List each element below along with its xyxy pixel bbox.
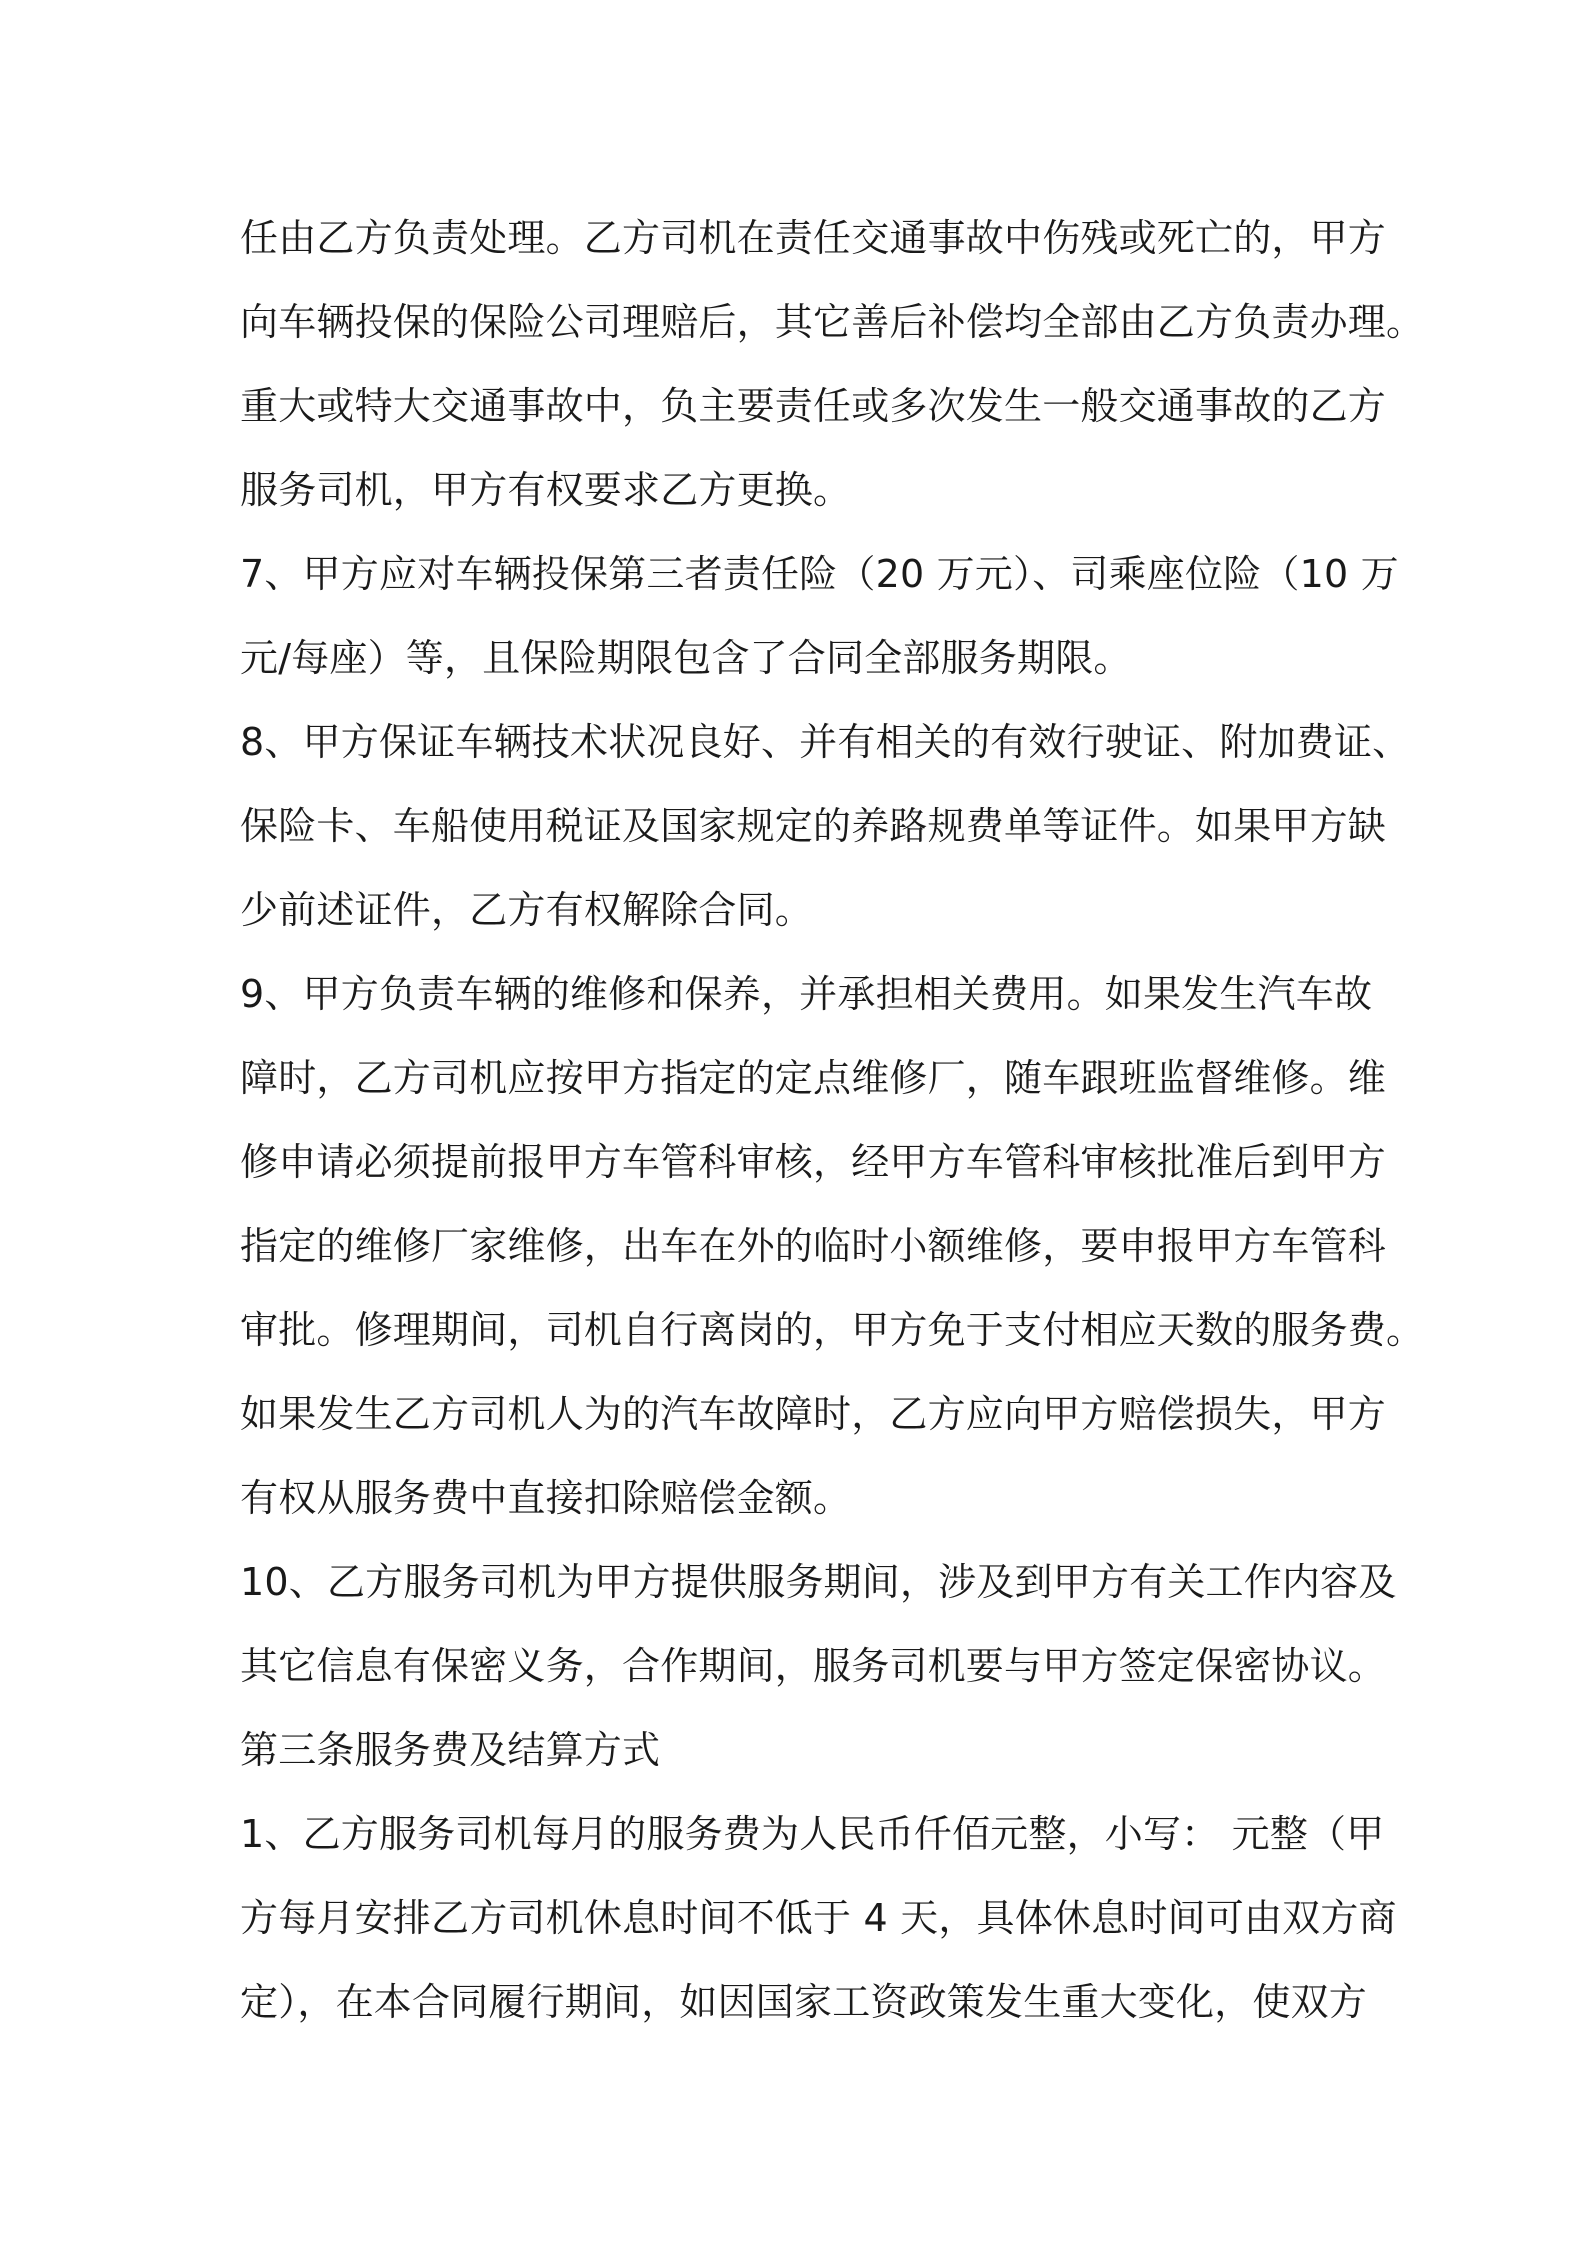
text-line: 有权从服务费中直接扣除赔偿金额。 xyxy=(240,1476,852,1520)
text-line: 定），在本合同履行期间，如因国家工资政策发生重大变化，使双方 xyxy=(240,1980,1368,2024)
text-line: 其它信息有保密义务，合作期间，服务司机要与甲方签定保密协议。 xyxy=(240,1644,1387,1688)
text-line: 7、甲方应对车辆投保第三者责任险（20 万元）、司乘座位险（10 万 xyxy=(240,552,1399,596)
text-line: 审批。修理期间，司机自行离岗的，甲方免于支付相应天数的服务费。 xyxy=(240,1308,1425,1352)
text-line: 重大或特大交通事故中，负主要责任或多次发生一般交通事故的乙方 xyxy=(240,384,1387,428)
text-line: 少前述证件，乙方有权解除合同。 xyxy=(240,888,814,932)
text-line: 8、甲方保证车辆技术状况良好、并有相关的有效行驶证、附加费证、 xyxy=(240,720,1411,764)
text-line: 方每月安排乙方司机休息时间不低于 4 天，具体休息时间可由双方商 xyxy=(240,1896,1397,1940)
text-line: 10、乙方服务司机为甲方提供服务期间，涉及到甲方有关工作内容及 xyxy=(240,1560,1397,1604)
text-line: 向车辆投保的保险公司理赔后，其它善后补偿均全部由乙方负责办理。 xyxy=(240,300,1425,344)
text-line: 任由乙方负责处理。乙方司机在责任交通事故中伤残或死亡的，甲方 xyxy=(240,216,1387,260)
document-body xyxy=(240,196,1425,2044)
text-line: 服务司机，甲方有权要求乙方更换。 xyxy=(240,468,852,512)
text-line: 保险卡、车船使用税证及国家规定的养路规费单等证件。如果甲方缺 xyxy=(240,804,1387,848)
text-line: 指定的维修厂家维修，出车在外的临时小额维修，要申报甲方车管科 xyxy=(240,1224,1387,1268)
text-line: 9、甲方负责车辆的维修和保养，并承担相关费用。如果发生汽车故 xyxy=(240,972,1373,1016)
text-line: 修申请必须提前报甲方车管科审核，经甲方车管科审核批准后到甲方 xyxy=(240,1140,1387,1184)
text-line: 1、乙方服务司机每月的服务费为人民币仟佰元整，小写： 元整（甲 xyxy=(240,1812,1385,1856)
section-heading: 第三条服务费及结算方式 xyxy=(240,1728,661,1772)
text-line: 如果发生乙方司机人为的汽车故障时，乙方应向甲方赔偿损失，甲方 xyxy=(240,1392,1387,1436)
text-line: 元/每座）等，且保险期限包含了合同全部服务期限。 xyxy=(240,636,1132,680)
text-line: 障时，乙方司机应按甲方指定的定点维修厂，随车跟班监督维修。维 xyxy=(240,1056,1387,1100)
